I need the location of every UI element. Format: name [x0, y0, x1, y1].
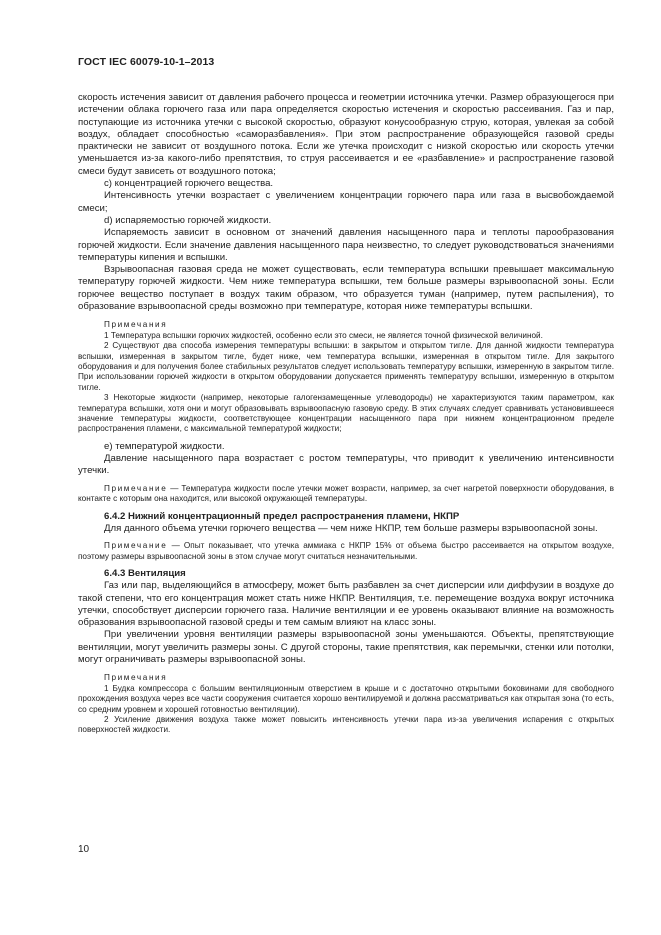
document-body — [78, 92, 614, 736]
notes-heading: Примечания — [104, 673, 168, 683]
paragraph: Взрывоопасная газовая среда не может существовать, если температура вспышки превышает максимальную температуру горючей жидкости. Чем ниже температура вспышки, тем больше размеры взрывоопасной зоны. Если горючее вещество поступает в воздух таким образом, что образуется туман (например, путем распыления), то образование взрывоопасной среды возможно при температуре, которая ниже температуры вспышки. — [78, 264, 614, 313]
section-heading-6-4-2: 6.4.2 Нижний концентрационный предел распространения пламени, НКПР — [104, 510, 460, 522]
notes-heading: Примечания — [104, 320, 168, 330]
paragraph: При увеличении уровня вентиляции размеры взрывоопасной зоны уменьшаются. Объекты, препятствующие вентиляции, могут увеличить размеры зоны. С другой стороны, такие препятствия, как перемычки, стенки или потолки, могут ограничивать размеры взрывоопасной зоны. — [78, 629, 614, 665]
paragraph: Интенсивность утечки возрастает с увеличением концентрации горючего пара или газа в высвобождаемой смеси; — [78, 190, 614, 214]
note-item: 1 Будка компрессора с большим вентиляционным отверстием в крыше и с достаточно открытыми боковинами для свободного прохождения воздуха через все части сооружения считается хорошо вентилируемой и должна рассматриваться как открытая зона (то есть, со средним уровнем и хорошей готовностью вентиляции). — [78, 683, 614, 714]
paragraph: Испаряемость зависит в основном от значений давления насыщенного пара и теплоты парообразования горючей жидкости. Если значение давления насыщенного пара неизвестно, то следует руководствоваться значениями температуры кипения и вспышки. — [78, 227, 614, 263]
page-number: 10 — [78, 844, 90, 855]
note-item: 3 Некоторые жидкости (например, некоторые галогензамещенные углеводороды) не характеризуются таким параметром, как температура вспышки, хотя они и могут образовывать взрывоопасную газовую среду. В этих случаях следует сравнивать установившееся значение температуры жидкости, соответствующее концентрации насыщенного пара при нижнем концентрационном пределе распространения пламени, с максимальной температурой жидкости; — [78, 393, 614, 434]
document-header: ГОСТ IEC 60079-10-1–2013 — [78, 56, 215, 68]
list-item-e: e) температурой жидкости. — [104, 440, 225, 452]
paragraph: Давление насыщенного пара возрастает с ростом температуры, что приводит к увеличению интенсивности утечки. — [78, 453, 614, 477]
note — [78, 541, 614, 562]
note-label: Примечание — [104, 541, 168, 551]
paragraph: скорость истечения зависит от давления рабочего процесса и геометрии источника утечки. Размер образующегося при истечении облака горючего газа или пара определяется скоростью истечения и скоростью рассеивания. Газ и пар, поступающие из источника утечки с высокой скоростью, образуют конусообразную струю, которая, увлекая за собой воздух, обладает способностью «саморазбавления». При этом распространение образующейся газовой среды практически не зависит от воздушного потока. Если же утечка происходит с низкой скоростью или скорость утечки уменьшается из-за какого-либо препятствия, то струя рассеивается и ее «разбавление» и распространение газовой смеси будут зависеть от воздушного потока; — [78, 92, 614, 177]
note-text: — Опыт показывает, что утечка аммиака с НКПР 15% от объема быстро рассеивается на открытом воздухе, поэтому размеры взрывоопасной зоны в этом случае могут считаться незначительными. — [78, 541, 614, 561]
note-text: — Температура жидкости после утечки может возрасти, например, за счет нагретой поверхности оборудования, в контакте с которым она находится, или высокой окружающей температуры. — [78, 483, 614, 504]
note-item: 2 Усиление движения воздуха также может повысить интенсивность утечки пара из-за увеличения испарения с открытых поверхностей жидкости. — [78, 714, 614, 735]
note-item: 2 Существуют два способа измерения температуры вспышки: в закрытом и открытом тигле. Для данной жидкости температура вспышки, измеренная в закрытом тигле, будет ниже, чем температура вспышки, измеренная в открытом тигле. Для закрытого оборудования и для получения более стабильных результатов следует использовать температуру вспышки, измеренную в закрытом тигле. При использовании горючей жидкости в открытом оборудовании допускается применять температуру вспышки, измеренную в открытом тигле. — [78, 341, 614, 392]
note-item: 1 Температура вспышки горючих жидкостей, особенно если это смеси, не является точной физической величиной. — [104, 330, 543, 340]
paragraph: Газ или пар, выделяющийся в атмосферу, может быть разбавлен за счет дисперсии или диффузии в воздухе до такой степени, что его концентрация может стать ниже НКПР. Вентиляция, т.е. перемещение воздуха вокруг источника утечки, способствует дисперсии горючего газа. Наличие вентиляции и ее уровень оказывают влияние на возможность образования взрывоопасной газовой среды и тем самым влияют на класс зоны. — [78, 580, 614, 629]
paragraph: Для данного объема утечки горючего вещества — чем ниже НКПР, тем больше размеры взрывоопасной зоны. — [104, 522, 598, 534]
list-item-d: d) испаряемостью горючей жидкости. — [104, 214, 272, 226]
list-item-c: c) концентрацией горючего вещества. — [104, 178, 274, 190]
section-heading-6-4-3: 6.4.3 Вентиляция — [104, 567, 186, 579]
note — [78, 484, 614, 505]
note-label: Примечание — [104, 483, 168, 493]
